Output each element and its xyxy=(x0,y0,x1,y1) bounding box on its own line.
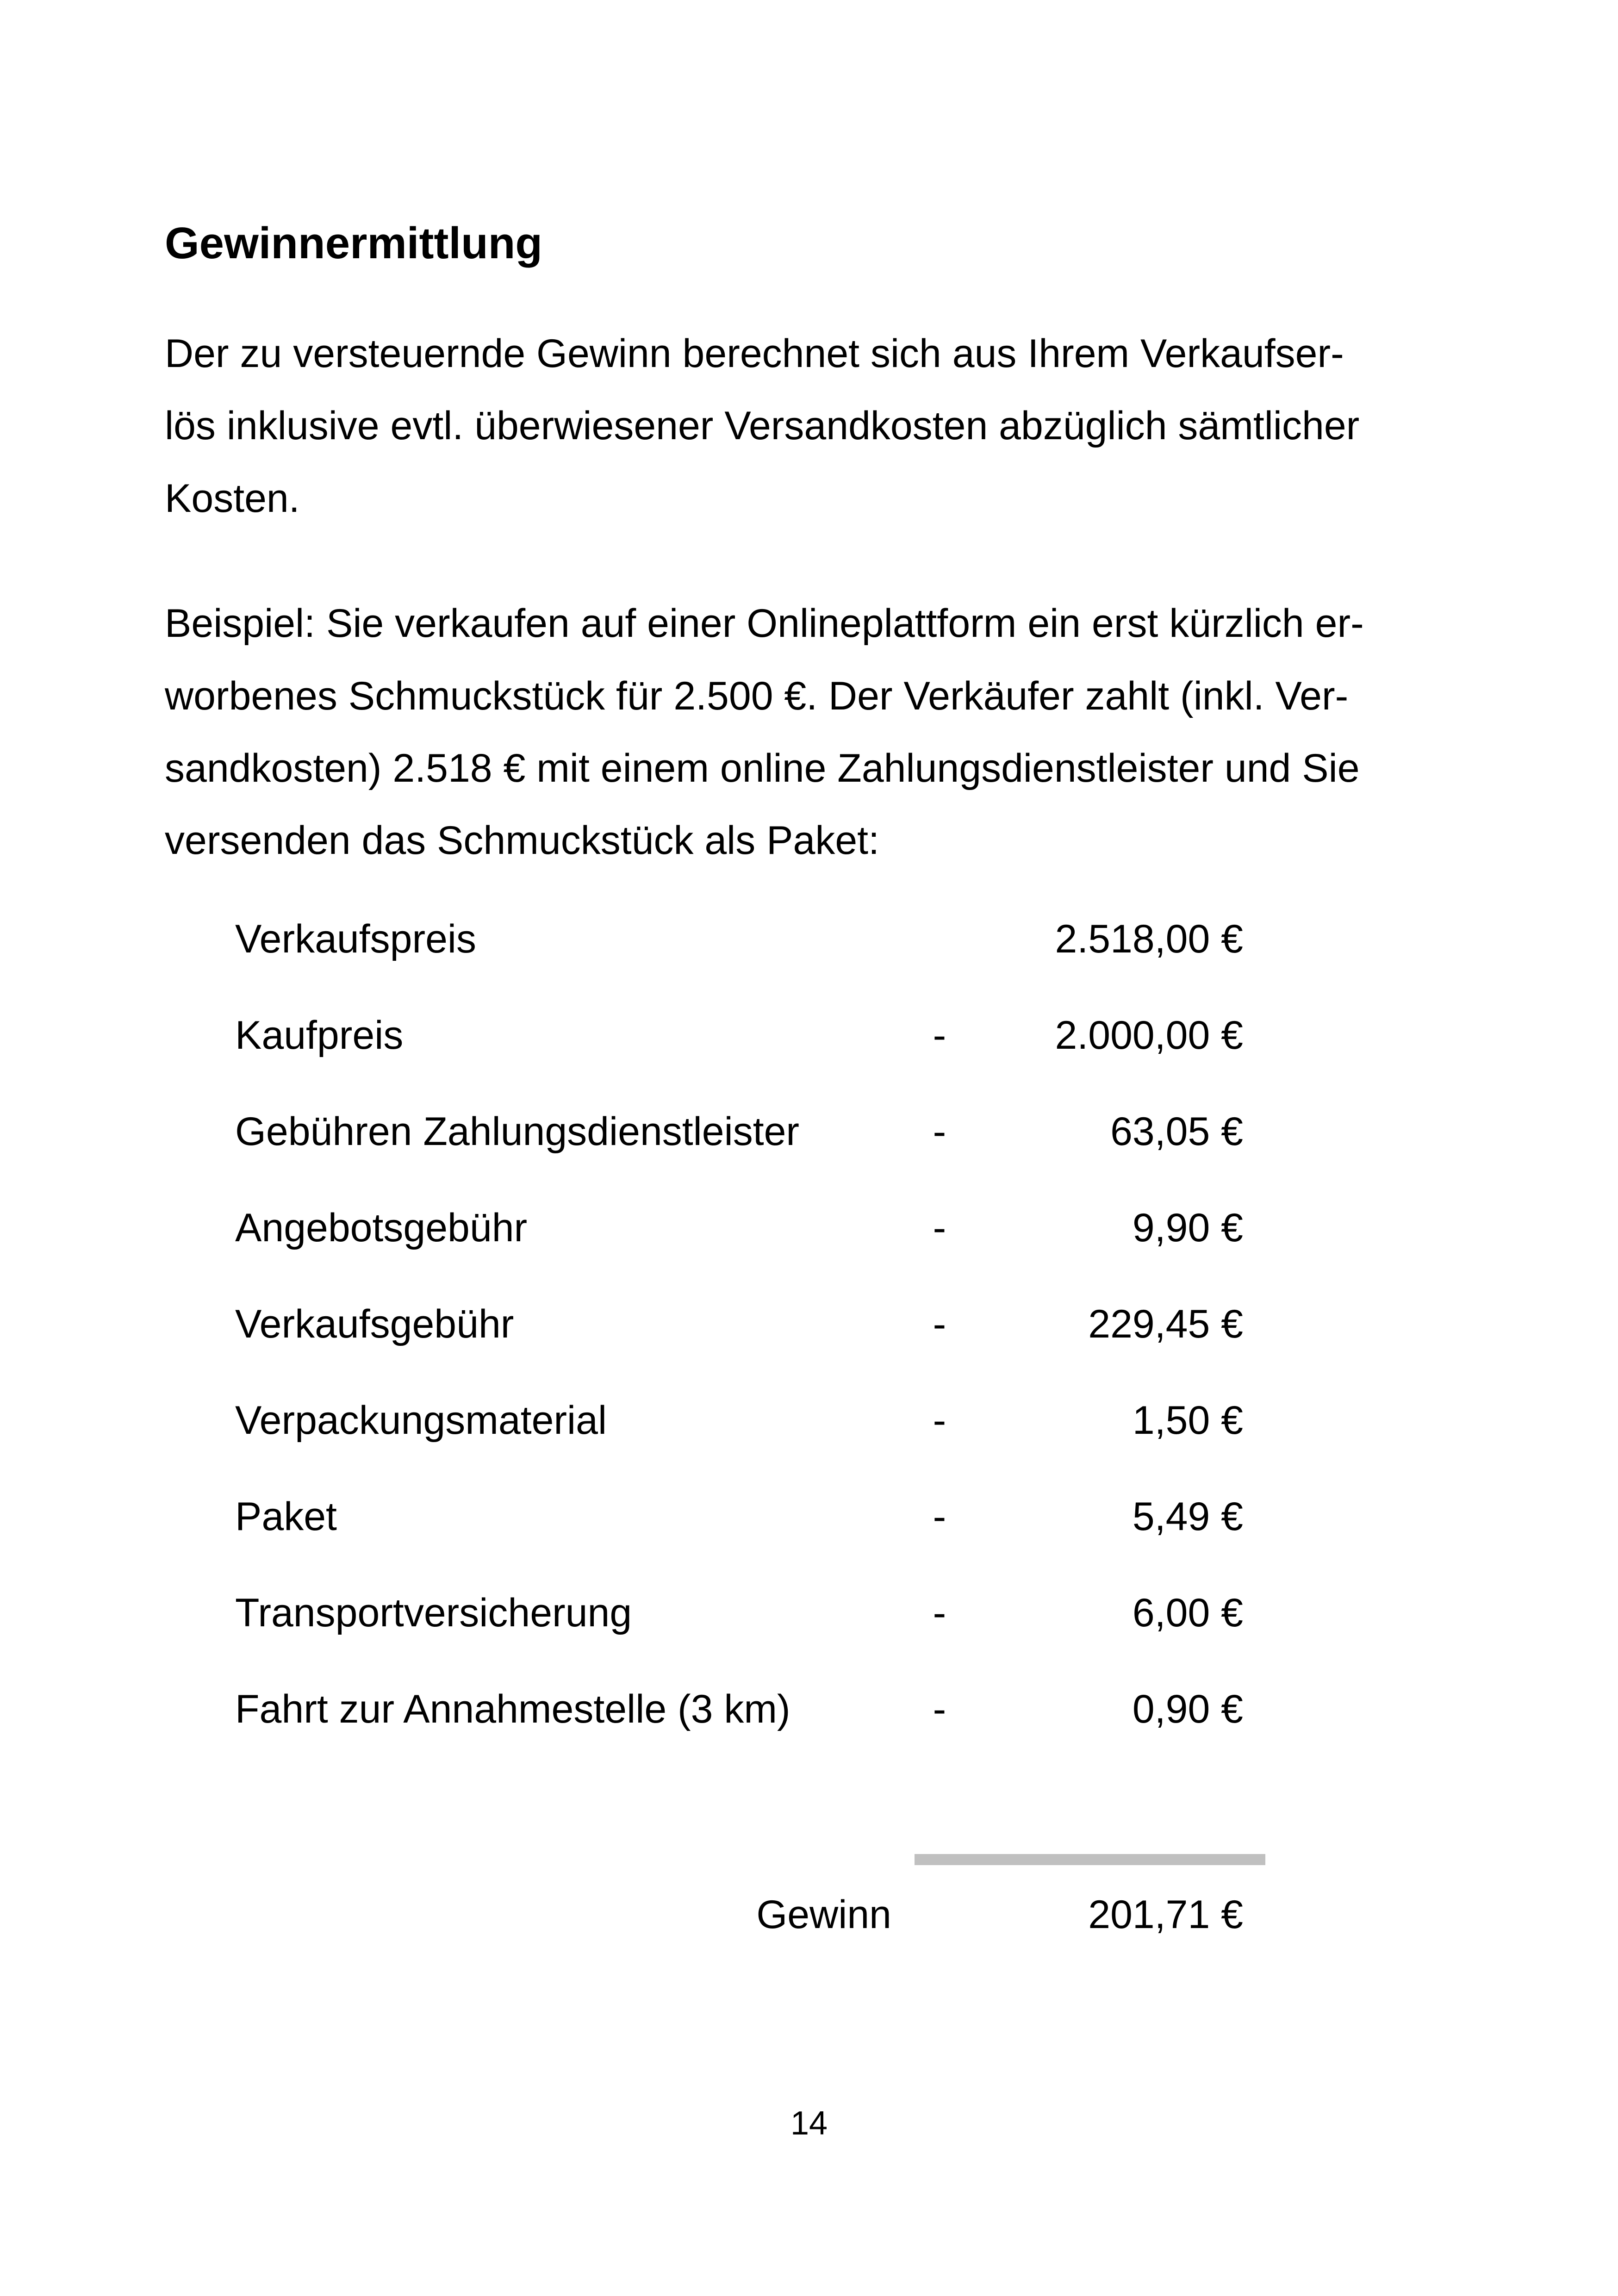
intro-paragraph-line: Kosten. xyxy=(165,476,300,521)
calc-row-label: Gebühren Zahlungsdienstleister xyxy=(235,1109,800,1154)
calc-row-label: Paket xyxy=(235,1494,337,1539)
calc-row-label: Verkaufsgebühr xyxy=(235,1302,514,1346)
example-paragraph-line: versenden das Schmuckstück als Paket: xyxy=(165,818,879,863)
example-paragraph-line: sandkosten) 2.518 € mit einem online Zahlungsdienstleister und Sie xyxy=(165,746,1360,790)
example-paragraph-line: Beispiel: Sie verkaufen auf einer Onlineplattform ein erst kürzlich er- xyxy=(165,601,1364,646)
calc-row-sign: - xyxy=(933,1302,946,1346)
page-number: 14 xyxy=(790,2105,828,2142)
calc-row-label: Fahrt zur Annahmestelle (3 km) xyxy=(235,1687,790,1731)
calc-row-amount: 1,50 € xyxy=(1132,1398,1243,1443)
calc-row-sign: - xyxy=(933,1206,946,1250)
calc-row-label: Transportversicherung xyxy=(235,1591,632,1635)
calc-row-sign: - xyxy=(933,1109,946,1154)
example-paragraph-line: worbenes Schmuckstück für 2.500 €. Der Verkäufer zahlt (inkl. Ver- xyxy=(165,674,1349,718)
sum-divider xyxy=(915,1854,1265,1865)
calc-row-amount: 2.518,00 € xyxy=(1055,917,1243,961)
calc-row-label: Kaufpreis xyxy=(235,1013,404,1058)
intro-paragraph-line: Der zu versteuernde Gewinn berechnet sich aus Ihrem Verkaufser- xyxy=(165,331,1344,376)
intro-paragraph-line: lös inklusive evtl. überwiesener Versandkosten abzüglich sämtlicher xyxy=(165,404,1360,448)
calc-row-label: Angebotsgebühr xyxy=(235,1206,528,1250)
total-label: Gewinn xyxy=(756,1892,891,1937)
calc-row-sign: - xyxy=(933,1013,946,1058)
calc-row-amount: 2.000,00 € xyxy=(1055,1013,1243,1058)
section-heading: Gewinnermittlung xyxy=(165,218,542,268)
calc-row-label: Verkaufspreis xyxy=(235,917,477,961)
calc-row-amount: 63,05 € xyxy=(1110,1109,1243,1154)
calc-row-label: Verpackungsmaterial xyxy=(235,1398,607,1443)
total-amount: 201,71 € xyxy=(1088,1892,1243,1937)
calc-row-sign: - xyxy=(933,1398,946,1443)
calc-row-amount: 5,49 € xyxy=(1132,1494,1243,1539)
calc-row-amount: 0,90 € xyxy=(1132,1687,1243,1731)
calc-row-amount: 9,90 € xyxy=(1132,1206,1243,1250)
calc-row-sign: - xyxy=(933,1494,946,1539)
calc-row-amount: 6,00 € xyxy=(1132,1591,1243,1635)
calc-row-sign: - xyxy=(933,1591,946,1635)
calc-row-amount: 229,45 € xyxy=(1088,1302,1243,1346)
calc-row-sign: - xyxy=(933,1687,946,1731)
